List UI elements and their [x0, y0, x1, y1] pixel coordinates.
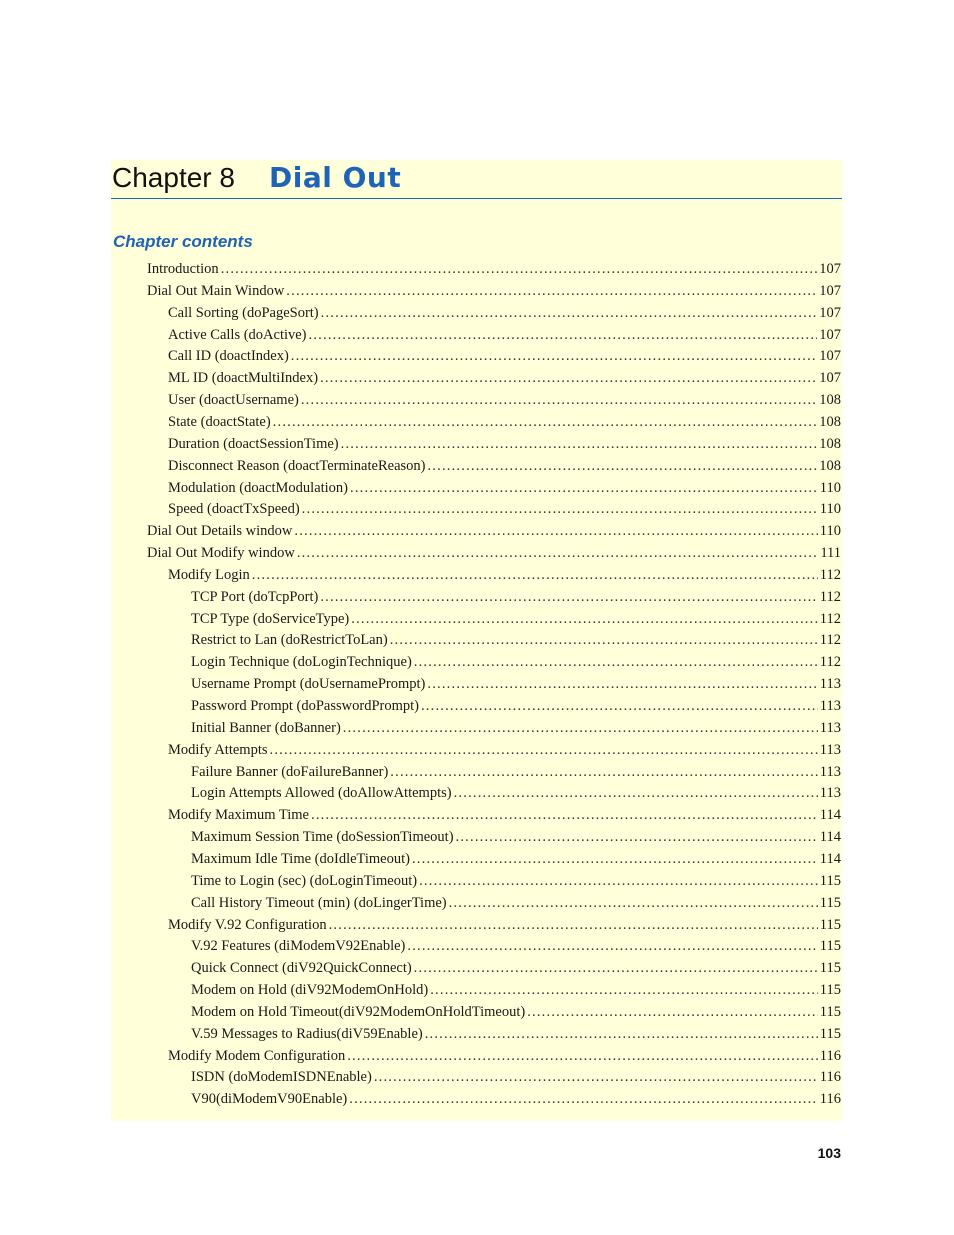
toc-dot-leader	[221, 258, 818, 280]
toc-entry-page: 112	[819, 632, 841, 649]
toc-entry-title: ML ID (doactMultiIndex)	[168, 370, 319, 387]
toc-dot-leader	[320, 586, 817, 608]
toc-dot-leader	[341, 433, 818, 455]
toc-entry-title: ISDN (doModemISDNEnable)	[191, 1069, 372, 1086]
toc-entry-page: 108	[819, 457, 841, 474]
toc-entry-page: 116	[819, 1047, 841, 1064]
toc-dot-leader	[294, 520, 817, 542]
toc-entry-title: Password Prompt (doPasswordPrompt)	[191, 698, 419, 714]
toc-entry[interactable]	[147, 280, 841, 302]
toc-entry-page: 108	[819, 435, 841, 452]
toc-entry-page: 113	[819, 719, 841, 736]
toc-entry[interactable]	[191, 608, 841, 630]
toc-entry-title: User (doactUsername)	[168, 392, 299, 409]
toc-entry-page: 107	[819, 304, 841, 321]
toc-dot-leader	[329, 914, 818, 936]
toc-dot-leader	[427, 673, 817, 695]
toc-entry-title: Modem on Hold Timeout(diV92ModemOnHoldTimeout)	[191, 1003, 526, 1020]
toc-entry-title: Maximum Idle Time (doIdleTimeout)	[191, 850, 410, 867]
toc-entry[interactable]	[168, 455, 841, 477]
toc-entry-title: Dial Out Details window	[147, 523, 293, 540]
toc-entry[interactable]	[168, 389, 841, 411]
toc-entry[interactable]	[191, 826, 841, 848]
toc-entry-title: Active Calls (doActive)	[168, 326, 307, 343]
toc-entry[interactable]	[168, 1045, 841, 1067]
toc-dot-leader	[414, 957, 818, 979]
toc-dot-leader	[449, 892, 818, 914]
toc-dot-leader	[321, 302, 818, 324]
toc-entry-page: 111	[820, 545, 841, 562]
toc-entry[interactable]	[191, 848, 841, 870]
toc-entry-page: 115	[819, 982, 841, 999]
toc-entry[interactable]	[191, 1088, 841, 1110]
toc-entry[interactable]	[191, 870, 841, 892]
toc-entry-title: TCP Port (doTcpPort)	[191, 588, 319, 605]
toc-entry-page: 116	[819, 1091, 841, 1108]
toc-entry[interactable]	[191, 892, 841, 914]
toc-entry-page: 115	[819, 894, 841, 911]
toc-entry-title: V.59 Messages to Radius(diV59Enable)	[191, 1025, 423, 1042]
toc-entry-title: Login Attempts Allowed (doAllowAttempts)	[191, 785, 452, 802]
chapter-label: Chapter 8	[112, 162, 235, 193]
toc-dot-leader	[286, 280, 817, 302]
toc-entry[interactable]	[191, 1001, 841, 1023]
toc-entry-page: 112	[819, 610, 841, 627]
toc-entry[interactable]	[168, 804, 841, 826]
toc-entry[interactable]	[168, 411, 841, 433]
toc-entry-page: 114	[819, 829, 841, 846]
toc-entry[interactable]	[191, 957, 841, 979]
toc-dot-leader	[301, 389, 817, 411]
toc-entry[interactable]	[191, 695, 841, 717]
toc-entry-title: Introduction	[147, 261, 219, 277]
toc-entry-title: Dial Out Main Window	[147, 282, 285, 299]
toc-entry-title: Login Technique (doLoginTechnique)	[191, 654, 412, 671]
toc-entry-title: Modify V.92 Configuration	[168, 916, 327, 933]
toc-dot-leader	[302, 498, 818, 520]
toc-entry-page: 110	[819, 523, 841, 540]
toc-dot-leader	[430, 979, 818, 1001]
toc-entry-title: Modem on Hold (diV92ModemOnHold)	[191, 982, 429, 999]
toc-dot-leader	[297, 542, 819, 564]
toc-entry-page: 115	[819, 1003, 841, 1020]
toc-dot-leader	[349, 1088, 818, 1110]
toc-entry-page: 113	[819, 698, 841, 714]
toc-entry-title: Failure Banner (doFailureBanner)	[191, 763, 389, 780]
toc-entry[interactable]	[168, 367, 841, 389]
toc-entry-page: 112	[819, 588, 841, 605]
toc-entry-title: Speed (doactTxSpeed)	[168, 501, 300, 518]
toc-dot-leader	[347, 1045, 818, 1067]
toc-entry[interactable]	[168, 914, 841, 936]
toc-dot-leader	[456, 826, 818, 848]
toc-entry[interactable]	[168, 477, 841, 499]
toc-entry-title: Restrict to Lan (doRestrictToLan)	[191, 632, 388, 649]
toc-dot-leader	[350, 477, 818, 499]
toc-entry-page: 110	[819, 479, 841, 496]
toc-dot-leader	[270, 739, 818, 761]
toc-entry-title: Modulation (doactModulation)	[168, 479, 349, 496]
toc-entry-title: Modify Modem Configuration	[168, 1047, 346, 1064]
toc-entry-title: Maximum Session Time (doSessionTimeout)	[191, 829, 454, 846]
toc-dot-leader	[320, 367, 817, 389]
toc-dot-leader	[425, 1023, 818, 1045]
toc-entry-title: TCP Type (doServiceType)	[191, 610, 350, 627]
toc-entry-page: 107	[819, 326, 841, 343]
toc-entry[interactable]	[191, 935, 841, 957]
toc-entry-page: 113	[819, 741, 841, 758]
toc-entry[interactable]	[191, 629, 841, 651]
toc-entry-title: Quick Connect (diV92QuickConnect)	[191, 960, 412, 977]
toc-entry-page: 112	[819, 654, 841, 671]
toc-entry-page: 107	[819, 370, 841, 387]
chapter-header	[111, 160, 842, 199]
toc-dot-leader	[390, 761, 817, 783]
toc-entry[interactable]	[191, 673, 841, 695]
toc-entry-title: Modify Maximum Time	[168, 807, 309, 824]
toc-entry-title: Dial Out Modify window	[147, 545, 295, 562]
toc-entry[interactable]	[191, 1066, 841, 1088]
toc-entry-page: 108	[819, 413, 841, 430]
toc-entry-page: 114	[819, 850, 841, 867]
toc-entry-page: 115	[819, 938, 841, 955]
toc-entry-page: 108	[819, 392, 841, 409]
toc-dot-leader	[273, 411, 818, 433]
toc-entry-page: 113	[819, 763, 841, 780]
toc-entry-title: Duration (doactSessionTime)	[168, 435, 339, 452]
page-number: 103	[817, 1145, 841, 1161]
toc-dot-leader	[427, 455, 817, 477]
chapter-title: Dial Out	[269, 161, 402, 194]
toc-entry-page: 112	[819, 566, 841, 583]
toc-entry-title: State (doactState)	[168, 413, 271, 430]
toc-entry-title: Time to Login (sec) (doLoginTimeout)	[191, 872, 418, 889]
toc-dot-leader	[343, 717, 818, 739]
toc-entry-title: Username Prompt (doUsernamePrompt)	[191, 676, 426, 693]
toc-entry-page: 113	[819, 676, 841, 693]
toc-entry[interactable]	[191, 1023, 841, 1045]
toc-entry-page: 114	[819, 807, 841, 824]
toc-entry-page: 116	[819, 1069, 841, 1086]
toc-dot-leader	[309, 324, 818, 346]
toc-entry-page: 107	[819, 261, 841, 277]
toc-dot-leader	[421, 695, 818, 717]
toc-entry-title: V90(diModemV90Enable)	[191, 1091, 348, 1108]
toc-entry-title: Call History Timeout (min) (doLingerTime)	[191, 894, 447, 911]
toc-entry-title: V.92 Features (diModemV92Enable)	[191, 938, 406, 955]
toc-entry[interactable]	[191, 586, 841, 608]
toc-entry[interactable]	[191, 782, 841, 804]
toc-dot-leader	[454, 782, 818, 804]
toc-entry[interactable]	[147, 542, 841, 564]
toc-entry-page: 110	[819, 501, 841, 518]
toc-dot-leader	[252, 564, 818, 586]
toc-entry-title: Modify Attempts	[168, 741, 268, 758]
toc-entry-title: Disconnect Reason (doactTerminateReason)	[168, 457, 426, 474]
toc-entry[interactable]	[168, 324, 841, 346]
toc-dot-leader	[291, 345, 817, 367]
toc-dot-leader	[311, 804, 818, 826]
toc-entry[interactable]	[191, 761, 841, 783]
toc-entry-page: 115	[819, 1025, 841, 1042]
toc-entry[interactable]	[147, 258, 841, 280]
contents-heading: Chapter contents	[113, 232, 253, 251]
toc-entry-title: Call Sorting (doPageSort)	[168, 304, 319, 321]
toc-entry-title: Call ID (doactIndex)	[168, 348, 289, 365]
toc-entry[interactable]	[147, 520, 841, 542]
toc-entry-page: 113	[819, 785, 841, 802]
toc-dot-leader	[527, 1001, 818, 1023]
toc-entry[interactable]	[168, 739, 841, 761]
toc-dot-leader	[412, 848, 818, 870]
toc-dot-leader	[351, 608, 818, 630]
toc-entry-page: 107	[819, 348, 841, 365]
toc-dot-leader	[407, 935, 817, 957]
toc-entry-page: 115	[819, 872, 841, 889]
toc-entry-page: 115	[819, 960, 841, 977]
toc-entry[interactable]	[168, 498, 841, 520]
toc-entry-page: 115	[819, 916, 841, 933]
toc-entry[interactable]	[168, 564, 841, 586]
toc-dot-leader	[414, 651, 818, 673]
toc-dot-leader	[390, 629, 818, 651]
toc-entry-page: 107	[819, 282, 841, 299]
toc-dot-leader	[419, 870, 818, 892]
toc-entry[interactable]	[191, 651, 841, 673]
toc-entry-title: Initial Banner (doBanner)	[191, 719, 341, 736]
toc-entry-title: Modify Login	[168, 566, 250, 583]
toc-entry[interactable]	[191, 979, 841, 1001]
toc-entry[interactable]	[191, 717, 841, 739]
toc-entry[interactable]	[168, 433, 841, 455]
toc-entry[interactable]	[168, 345, 841, 367]
toc-entry[interactable]	[168, 302, 841, 324]
toc-dot-leader	[374, 1066, 818, 1088]
